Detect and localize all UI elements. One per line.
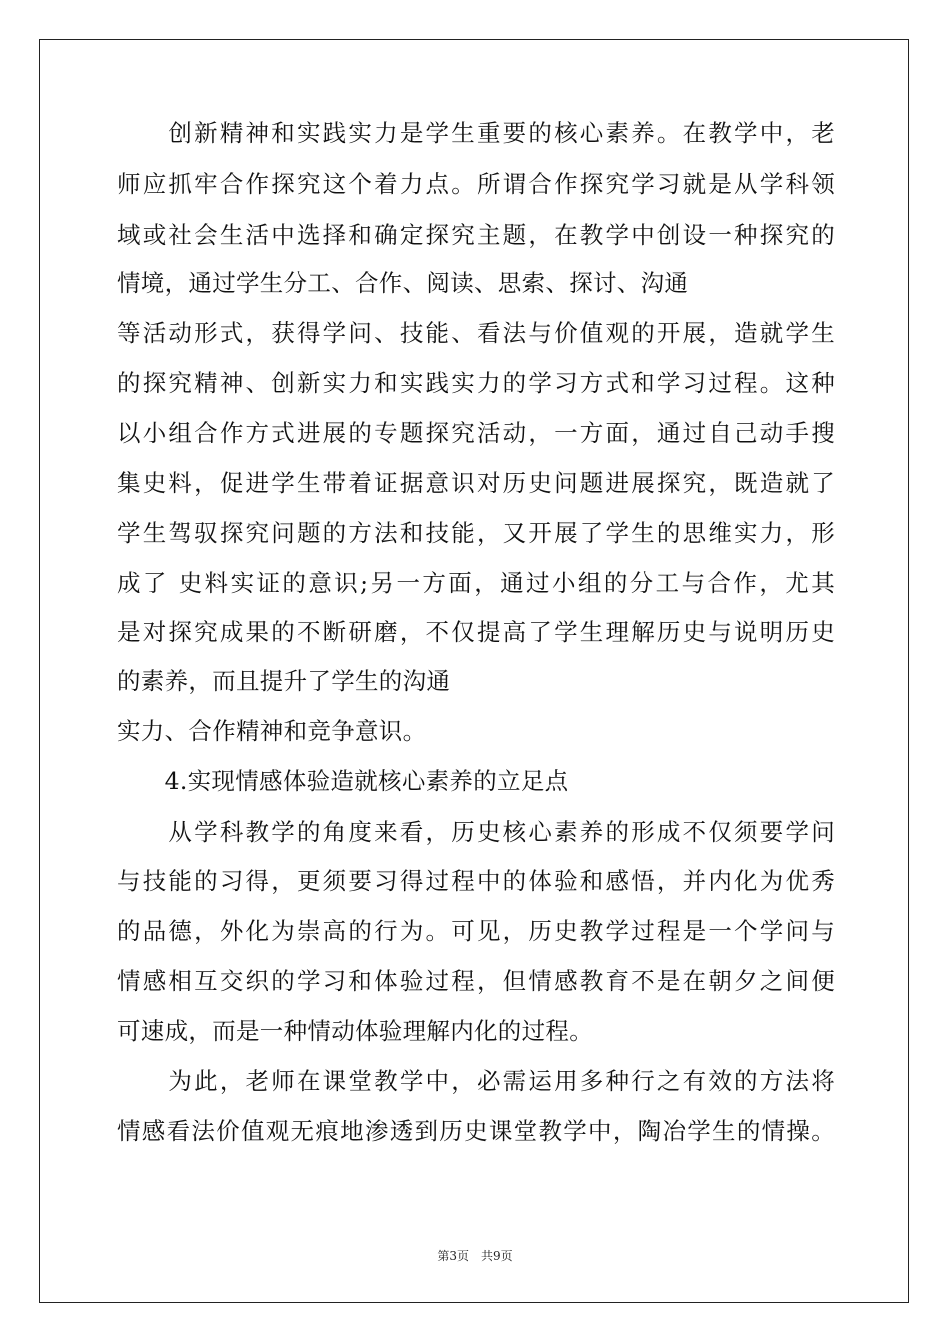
body-text-line: 域或社会生活中选择和确定探究主题，在教学中创设一种探究的	[117, 221, 835, 249]
body-text-line: 的探究精神、创新实力和实践实力的学习方式和学习过程。这种	[117, 369, 835, 397]
body-text-line: 以小组合作方式进展的专题探究活动，一方面，通过自己动手搜	[117, 419, 835, 447]
section-heading: 4.实现情感体验造就核心素养的立足点	[117, 767, 569, 795]
body-text-line: 是对探究成果的不断研磨，不仅提高了学生理解历史与说明历史	[117, 618, 835, 646]
body-text-line: 成了 史料实证的意识;另一方面，通过小组的分工与合作，尤其	[117, 569, 835, 597]
body-text-line: 情境，通过学生分工、合作、阅读、思索、探讨、沟通	[117, 269, 689, 297]
body-text-line: 情感看法价值观无痕地渗透到历史课堂教学中，陶冶学生的情操。	[117, 1117, 835, 1145]
body-text-line: 的素养，而且提升了学生的沟通	[117, 667, 451, 695]
body-text-line: 集史料，促进学生带着证据意识对历史问题进展探究，既造就了	[117, 469, 835, 497]
body-text-line: 与技能的习得，更须要习得过程中的体验和感悟，并内化为优秀	[117, 867, 835, 895]
page-number-footer: 第3页 共9页	[437, 1249, 513, 1263]
body-text-line: 等活动形式，获得学问、技能、看法与价值观的开展，造就学生	[117, 319, 835, 347]
body-text-line: 的品德，外化为崇高的行为。可见，历史教学过程是一个学问与	[117, 917, 835, 945]
body-text-line: 情感相互交织的学习和体验过程，但情感教育不是在朝夕之间便	[117, 967, 835, 995]
body-text-line: 创新精神和实践实力是学生重要的核心素养。在教学中，老	[117, 119, 835, 147]
body-text-line: 可速成，而是一种情动体验理解内化的过程。	[117, 1017, 593, 1045]
body-text-line: 从学科教学的角度来看，历史核心素养的形成不仅须要学问	[117, 818, 835, 846]
body-text-line: 学生驾驭探究问题的方法和技能，又开展了学生的思维实力，形	[117, 519, 835, 547]
body-text-line: 师应抓牢合作探究这个着力点。所谓合作探究学习就是从学科领	[117, 170, 835, 198]
body-text-line: 为此，老师在课堂教学中，必需运用多种行之有效的方法将	[117, 1067, 835, 1095]
body-text-line: 实力、合作精神和竞争意识。	[117, 717, 427, 745]
